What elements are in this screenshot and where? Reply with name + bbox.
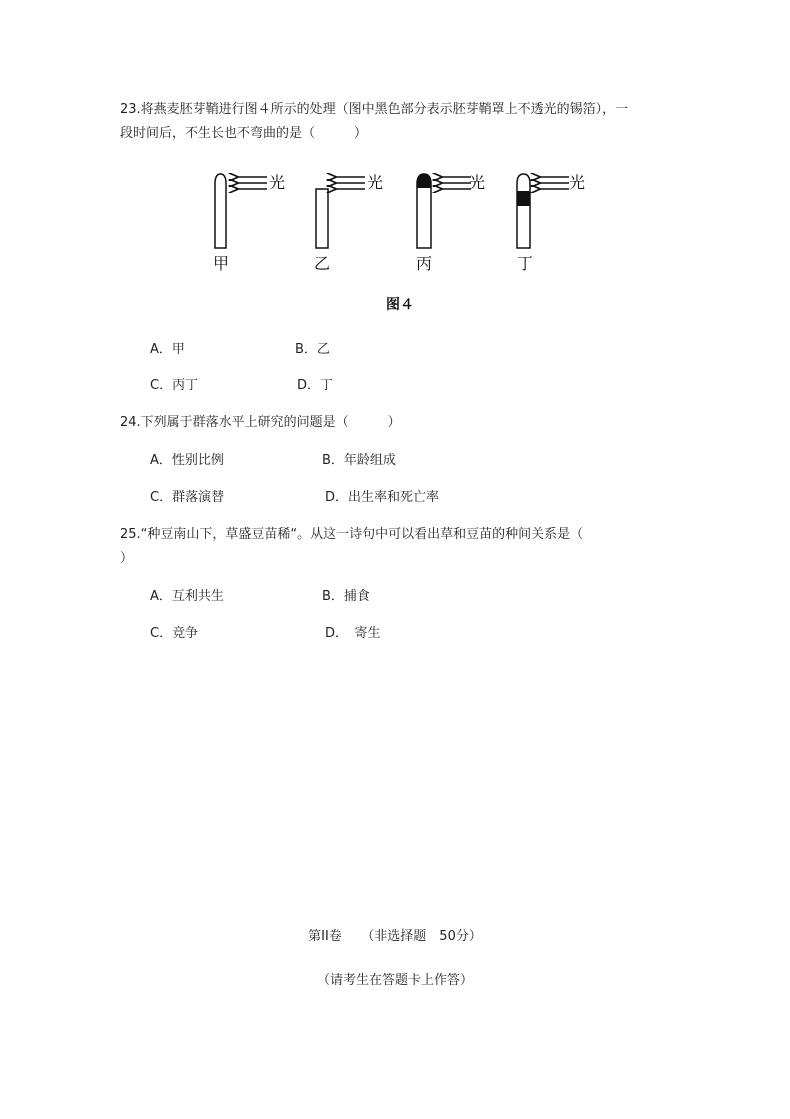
coleoptile-yi [316, 189, 328, 248]
light-label-bing: 光 [469, 173, 486, 192]
q23-option-c[interactable]: C．丙丁 [150, 378, 199, 393]
coleoptile-bing [417, 174, 431, 248]
coleoptile-jia [215, 174, 226, 248]
light-arrows-ding-icon [539, 177, 569, 189]
label-bing: 丙 [416, 254, 433, 273]
figure-4-coleoptiles [205, 166, 597, 321]
q23-stem-line1: 23.将燕麦胚芽鞘进行图４所示的处理（图中黑色部分表示胚芽鞘罩上不透光的锡箔），一 [120, 102, 629, 117]
figure-caption: 图４ [386, 297, 414, 313]
section-title: 第II卷 （非选择题 50分） [308, 929, 482, 944]
light-arrows-bing-icon [441, 177, 471, 189]
q25-option-b[interactable]: B．捕食 [322, 589, 370, 604]
q23-option-d[interactable]: D．丁 [297, 378, 334, 393]
q24-option-b[interactable]: B．年龄组成 [322, 453, 396, 468]
light-label-ding: 光 [569, 173, 586, 192]
q25-option-a[interactable]: A．互利共生 [150, 589, 224, 604]
light-label-yi: 光 [367, 173, 384, 192]
light-arrows-jia-icon [237, 177, 267, 189]
q23-stem-line2: 段时间后，不生长也不弯曲的是（ ） [120, 126, 368, 141]
section-note: （请考生在答题卡上作答） [316, 973, 473, 988]
q24-stem: 24.下列属于群落水平上研究的问题是（ ） [120, 415, 401, 430]
label-yi: 乙 [314, 254, 331, 273]
q24-option-a[interactable]: A．性别比例 [150, 453, 224, 468]
q23-option-a[interactable]: A．甲 [150, 342, 185, 357]
label-jia: 甲 [213, 254, 230, 273]
q25-option-d[interactable]: D． 寄生 [325, 626, 381, 641]
label-ding: 丁 [517, 254, 534, 273]
light-label-jia: 光 [269, 173, 286, 192]
q23-option-b[interactable]: B．乙 [295, 342, 330, 357]
q24-option-d[interactable]: D．出生率和死亡率 [325, 490, 440, 505]
q25-stem-line2: ） [120, 551, 134, 566]
q25-option-c[interactable]: C．竞争 [150, 626, 199, 641]
coleoptile-ding [517, 174, 530, 248]
q24-option-c[interactable]: C．群落演替 [150, 490, 225, 505]
q25-stem-line1: 25.“种豆南山下，草盛豆苗稀“。从这一诗句中可以看出草和豆苗的种间关系是（ [120, 527, 584, 542]
light-arrows-yi-icon [335, 177, 365, 189]
